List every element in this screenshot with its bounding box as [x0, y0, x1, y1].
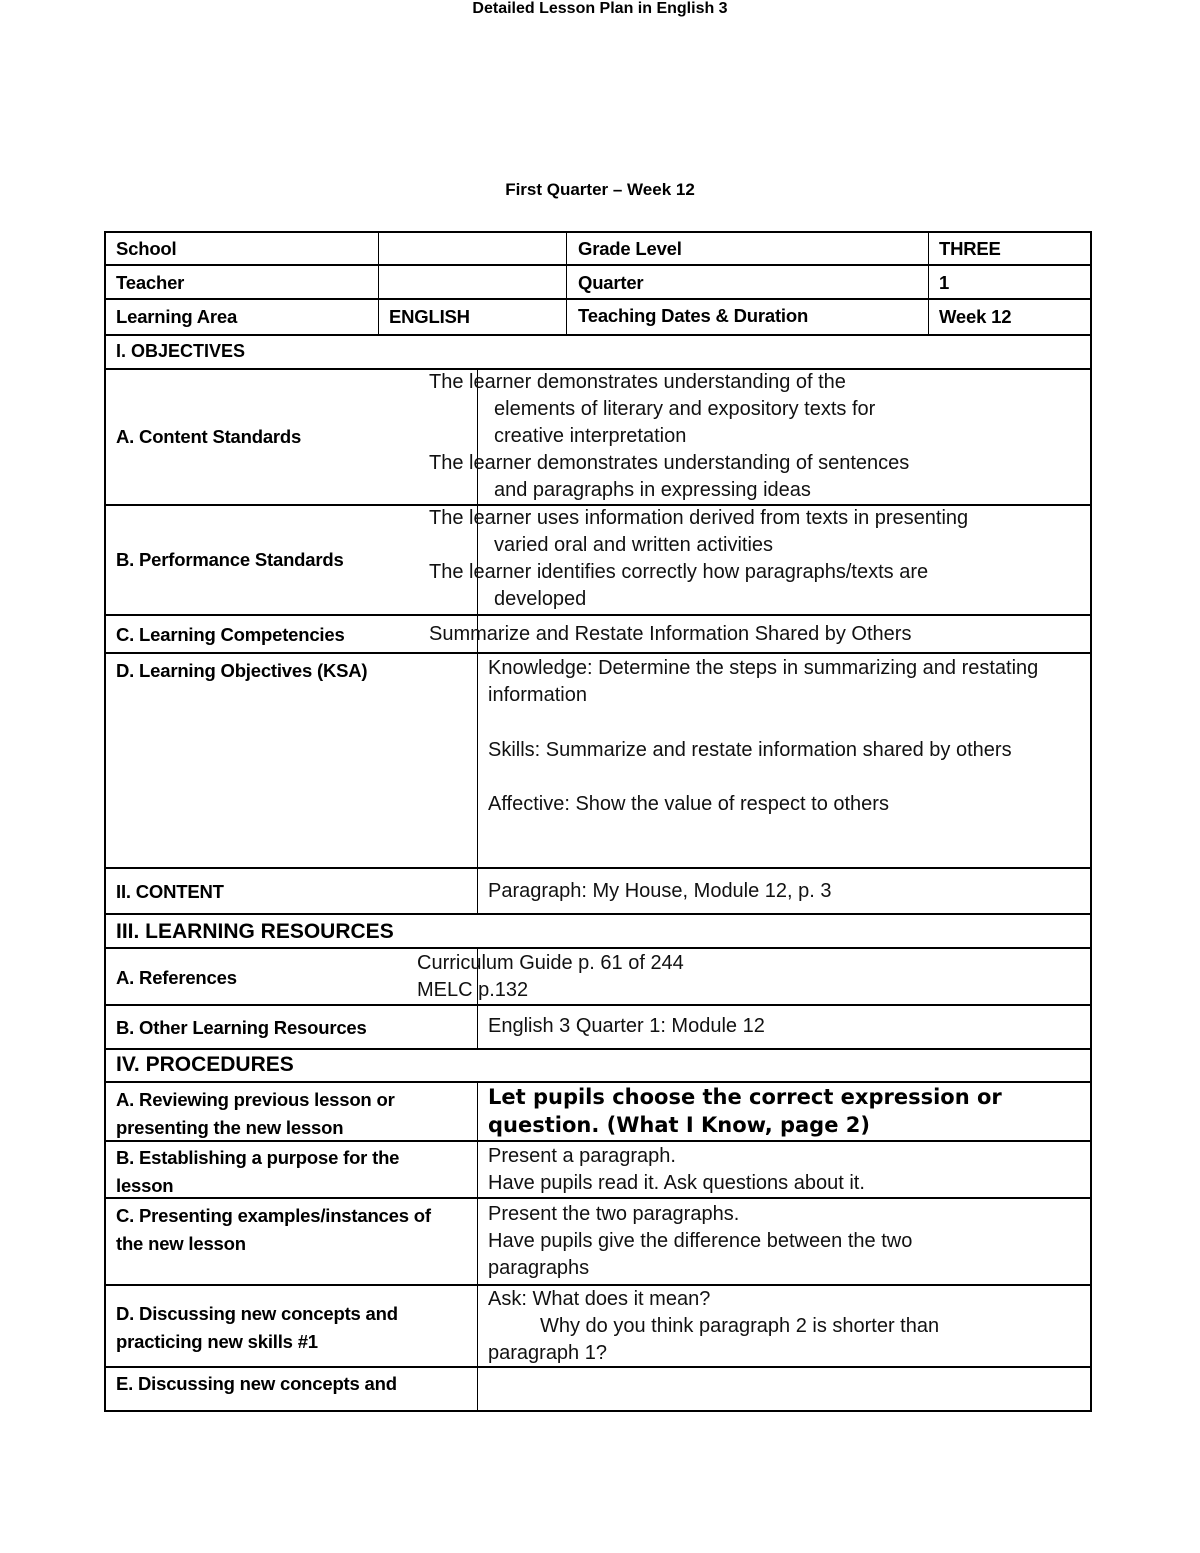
reference-line: Curriculum Guide p. 61 of 244	[417, 952, 684, 974]
content-standards-value	[429, 369, 909, 504]
grade-level-value: THREE	[939, 238, 1001, 259]
procedure-c-value	[488, 1201, 912, 1282]
procedure-c-label	[116, 1202, 431, 1258]
content-standards-line: elements of literary and expository texts for	[494, 398, 876, 420]
learning-objectives-label: D. Learning Objectives (KSA)	[116, 660, 368, 681]
column-divider	[566, 231, 567, 335]
procedures-heading: IV. PROCEDURES	[116, 1053, 294, 1076]
reference-line: MELC p.132	[417, 979, 529, 1001]
content-standards-line: creative interpretation	[494, 425, 687, 447]
procedure-a-value	[488, 1083, 1002, 1139]
content-label: II. CONTENT	[116, 881, 224, 902]
performance-standards-label: B. Performance Standards	[116, 549, 344, 570]
references-label: A. References	[116, 967, 237, 988]
procedure-label-line: A. Reviewing previous lesson or	[116, 1089, 395, 1110]
procedure-value-line: Why do you think paragraph 2 is shorter than	[540, 1315, 940, 1337]
column-divider	[477, 1081, 478, 1412]
procedure-b-value	[488, 1143, 865, 1197]
row-divider	[104, 264, 1092, 266]
row-divider	[104, 947, 1092, 949]
grade-level-label: Grade Level	[578, 238, 682, 259]
row-divider	[104, 298, 1092, 300]
row-divider	[104, 614, 1092, 616]
performance-standards-line: varied oral and written activities	[494, 534, 774, 556]
ksa-affective: Affective: Show the value of respect to others	[488, 793, 889, 815]
objectives-heading: I. OBJECTIVES	[116, 341, 246, 361]
teacher-label: Teacher	[116, 272, 185, 293]
procedure-value-line: Present the two paragraphs.	[488, 1203, 740, 1225]
ksa-skills: Skills: Summarize and restate information shared by others	[488, 739, 1012, 761]
other-resources-value: English 3 Quarter 1: Module 12	[488, 1015, 765, 1037]
procedure-value-line: paragraphs	[488, 1257, 590, 1279]
references-value	[417, 950, 684, 1004]
procedure-value-line: Have pupils give the difference between the two	[488, 1230, 913, 1252]
column-divider	[928, 231, 929, 335]
learning-competencies-value: Summarize and Restate Information Shared by Others	[429, 623, 912, 645]
row-divider	[104, 1004, 1092, 1006]
procedure-a-label	[116, 1086, 395, 1142]
procedure-e-label: E. Discussing new concepts and	[116, 1373, 397, 1394]
performance-standards-line: The learner uses information derived from texts in presenting	[429, 507, 969, 529]
quarter-value: 1	[939, 272, 950, 293]
school-label: School	[116, 238, 177, 259]
procedure-label-line: D. Discussing new concepts and	[116, 1303, 398, 1324]
procedure-label-line: lesson	[116, 1175, 174, 1196]
teaching-dates-value: Week 12	[939, 306, 1012, 327]
procedure-label-line: presenting the new lesson	[116, 1117, 344, 1138]
content-value: Paragraph: My House, Module 12, p. 3	[488, 880, 832, 902]
procedure-value-line: paragraph 1?	[488, 1342, 607, 1364]
procedure-value-line: question. (What I Know, page 2)	[488, 1113, 870, 1137]
performance-standards-line: The learner identifies correctly how paragraphs/texts are	[429, 561, 929, 583]
procedure-d-value	[488, 1286, 939, 1367]
row-divider	[104, 867, 1092, 869]
ksa-knowledge: Knowledge: Determine the steps in summarizing and restating information	[488, 657, 1039, 706]
learning-resources-heading: III. LEARNING RESOURCES	[116, 920, 394, 943]
procedure-value-line: Ask: What does it mean?	[488, 1288, 711, 1310]
teaching-dates-label: Teaching Dates & Duration	[578, 305, 809, 326]
procedure-label-line: practicing new skills #1	[116, 1331, 318, 1352]
procedure-value-line: Let pupils choose the correct expression or	[488, 1085, 1002, 1109]
column-divider	[378, 231, 379, 335]
performance-standards-value	[429, 505, 968, 613]
other-resources-label: B. Other Learning Resources	[116, 1017, 367, 1038]
row-divider	[104, 1048, 1092, 1050]
procedure-label-line: the new lesson	[116, 1233, 246, 1254]
procedure-d-label	[116, 1300, 398, 1356]
procedure-label-line: C. Presenting examples/instances of	[116, 1205, 431, 1226]
content-standards-line: The learner demonstrates understanding of sentences	[429, 452, 910, 474]
procedure-b-label	[116, 1144, 399, 1200]
row-divider	[104, 334, 1092, 336]
procedure-label-line: B. Establishing a purpose for the	[116, 1147, 400, 1168]
quarter-label: Quarter	[578, 272, 644, 293]
performance-standards-line: developed	[494, 588, 587, 610]
content-standards-line: The learner demonstrates understanding of the	[429, 371, 846, 393]
learning-competencies-label: C. Learning Competencies	[116, 624, 345, 645]
learning-area-label: Learning Area	[116, 306, 238, 327]
procedure-value-line: Present a paragraph.	[488, 1145, 676, 1167]
content-standards-label: A. Content Standards	[116, 426, 302, 447]
row-divider	[104, 652, 1092, 654]
row-divider	[104, 913, 1092, 915]
content-standards-line: and paragraphs in expressing ideas	[494, 479, 811, 501]
document-subtitle: First Quarter – Week 12	[505, 180, 695, 199]
procedure-value-line: Have pupils read it. Ask questions about it.	[488, 1172, 865, 1194]
document-title: Detailed Lesson Plan in English 3	[472, 0, 728, 17]
learning-area-value: ENGLISH	[389, 306, 470, 327]
